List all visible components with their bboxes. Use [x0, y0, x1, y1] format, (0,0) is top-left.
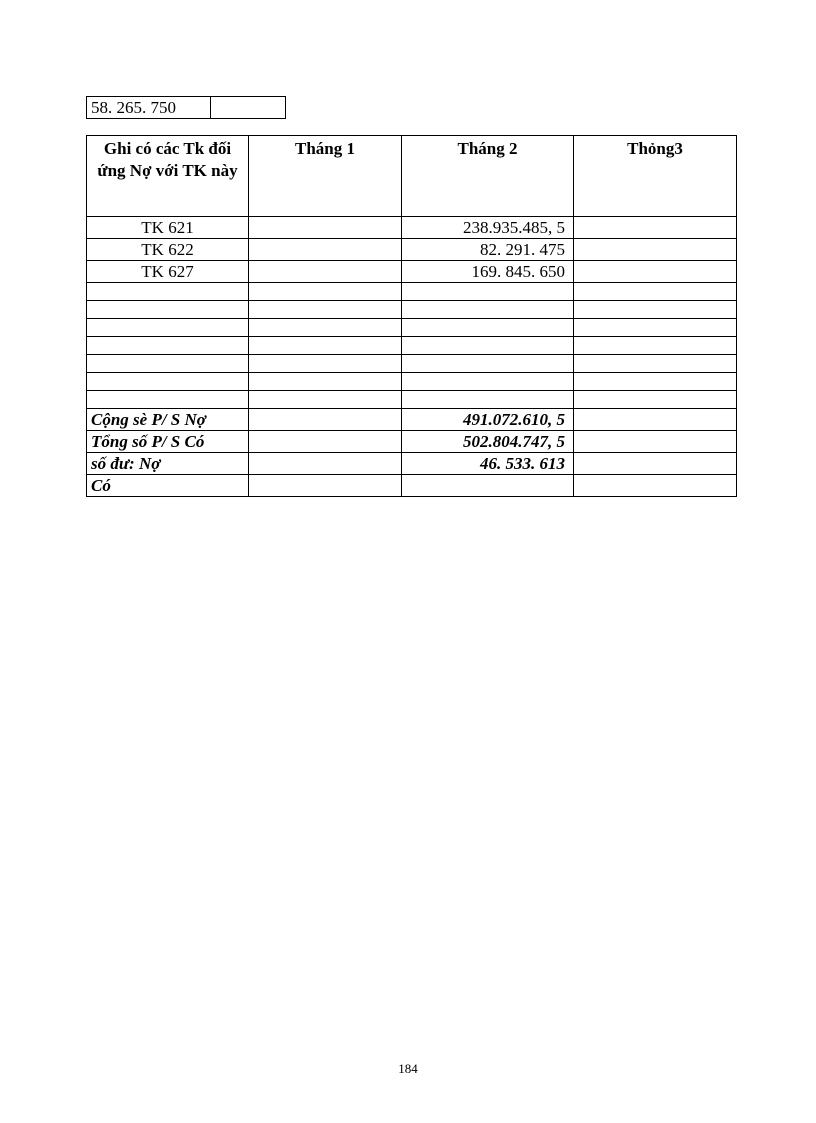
empty-cell [249, 373, 402, 391]
table-header-row [87, 136, 737, 217]
opening-balance-value: 58. 265. 750 [87, 97, 211, 119]
summary-row-total-debit [87, 409, 737, 431]
empty-cell [574, 301, 737, 319]
account-cell: TK 621 [87, 217, 249, 239]
month-3-cell [574, 431, 737, 453]
empty-cell [574, 355, 737, 373]
month-3-cell [574, 239, 737, 261]
empty-cell [402, 319, 574, 337]
month-2-cell: 502.804.747, 5 [402, 431, 574, 453]
summary-label: Cộng sè P/ S Nợ [87, 409, 249, 431]
empty-cell [87, 337, 249, 355]
summary-label: số đư: Nợ [87, 453, 249, 475]
month-3-cell [574, 261, 737, 283]
empty-cell [402, 373, 574, 391]
month-1-cell [249, 431, 402, 453]
empty-row [87, 337, 737, 355]
table-row [87, 261, 737, 283]
empty-row [87, 355, 737, 373]
empty-row [87, 283, 737, 301]
empty-cell [402, 391, 574, 409]
empty-cell [87, 301, 249, 319]
empty-cell [574, 319, 737, 337]
account-cell: TK 622 [87, 239, 249, 261]
month-1-cell [249, 453, 402, 475]
month-2-cell: 169. 845. 650 [402, 261, 574, 283]
empty-row [87, 373, 737, 391]
empty-cell [249, 301, 402, 319]
empty-row [87, 301, 737, 319]
empty-cell [87, 283, 249, 301]
month-1-cell [249, 239, 402, 261]
empty-cell [574, 391, 737, 409]
summary-row-total-credit [87, 431, 737, 453]
empty-row [87, 391, 737, 409]
empty-row [87, 319, 737, 337]
empty-cell [402, 355, 574, 373]
month-2-cell: 82. 291. 475 [402, 239, 574, 261]
month-2-cell: 46. 533. 613 [402, 453, 574, 475]
page-number: 184 [398, 1061, 418, 1076]
header-account: Ghi có các Tk đối ứng Nợ với TK này [87, 136, 249, 217]
empty-cell [574, 373, 737, 391]
empty-cell [87, 391, 249, 409]
empty-cell [249, 319, 402, 337]
header-month-1: Tháng 1 [249, 136, 402, 217]
ledger-table [86, 135, 737, 497]
month-1-cell [249, 409, 402, 431]
month-2-cell: 238.935.485, 5 [402, 217, 574, 239]
header-month-3: Thỏng3 [574, 136, 737, 217]
opening-balance-blank-cell [211, 97, 286, 119]
month-3-cell [574, 217, 737, 239]
table-row [87, 239, 737, 261]
empty-cell [402, 283, 574, 301]
header-month-2: Tháng 2 [402, 136, 574, 217]
month-3-cell [574, 475, 737, 497]
summary-row-balance-debit [87, 453, 737, 475]
empty-cell [249, 391, 402, 409]
empty-cell [402, 301, 574, 319]
summary-label: Có [87, 475, 249, 497]
table-row [87, 97, 286, 119]
table-row [87, 217, 737, 239]
month-2-cell [402, 475, 574, 497]
month-3-cell [574, 409, 737, 431]
month-1-cell [249, 475, 402, 497]
empty-cell [574, 283, 737, 301]
empty-cell [574, 337, 737, 355]
summary-label: Tổng số P/ S Có [87, 431, 249, 453]
month-3-cell [574, 453, 737, 475]
empty-cell [87, 355, 249, 373]
month-1-cell [249, 217, 402, 239]
empty-cell [402, 337, 574, 355]
empty-cell [87, 373, 249, 391]
month-2-cell: 491.072.610, 5 [402, 409, 574, 431]
month-1-cell [249, 261, 402, 283]
empty-cell [249, 337, 402, 355]
summary-row-balance-credit [87, 475, 737, 497]
empty-cell [249, 355, 402, 373]
opening-balance-table [86, 96, 286, 119]
account-cell: TK 627 [87, 261, 249, 283]
empty-cell [87, 319, 249, 337]
empty-cell [249, 283, 402, 301]
